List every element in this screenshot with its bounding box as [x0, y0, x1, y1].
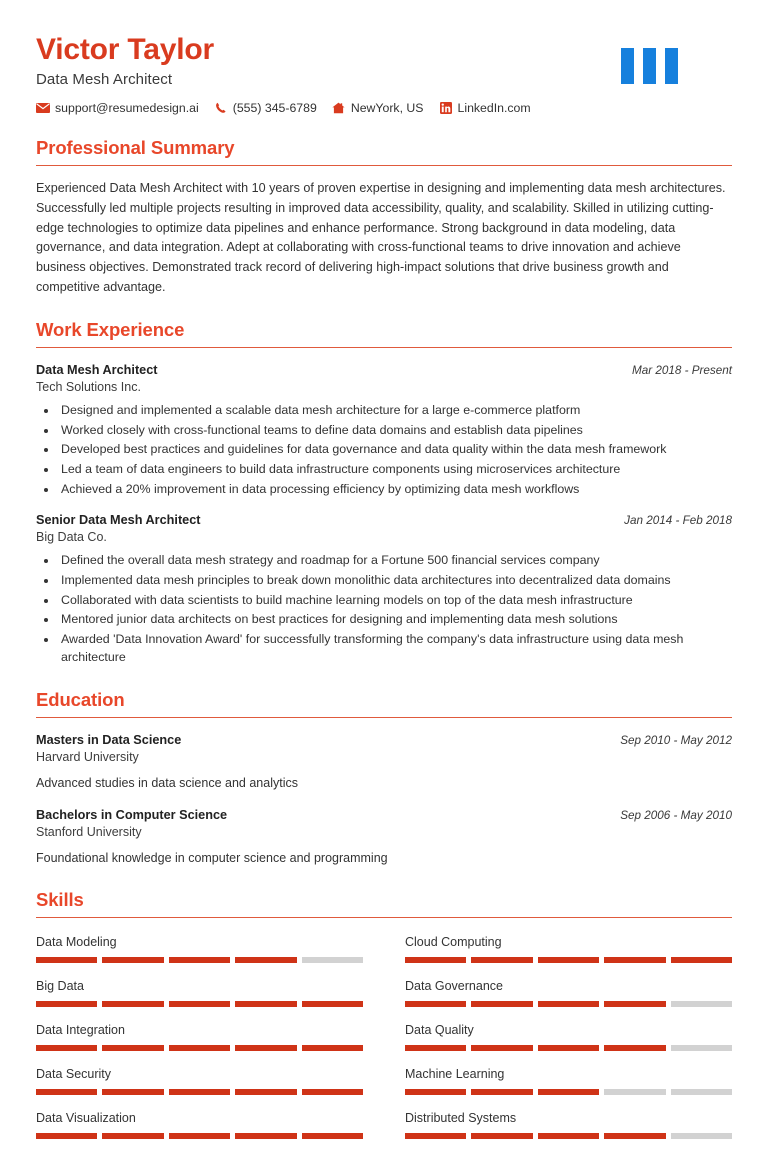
skill-level-segment	[36, 1001, 97, 1007]
experience-role: Data Mesh Architect	[36, 363, 158, 378]
skill-name: Distributed Systems	[405, 1111, 517, 1126]
skill-level-segment	[471, 1133, 532, 1139]
experience-bullets	[36, 551, 732, 667]
section-title-experience: Work Experience	[36, 319, 185, 341]
skill-level-segment	[235, 1045, 296, 1051]
section-divider	[36, 917, 732, 918]
skill-level-segment	[538, 957, 599, 963]
skill-level-segment	[671, 1001, 732, 1007]
summary-text: Experienced Data Mesh Architect with 10 years of proven expertise in designing and implementing data mesh architectures. Successfully led multiple projects resulting in improved data accessibility, quality, and scalability. Skilled in utilizing cutting-edge technologies to optimize data pipelines and enhance performance. Strong background in data modeling, data governance, and data integration. Adept at collaborating with cross-functional teams to drive innovation and achieve business objectives. Demonstrated track record of delivering high-impact solutions that drive business growth and competitive advantage.	[36, 181, 726, 294]
education-date: Sep 2010 - May 2012	[620, 733, 732, 747]
skill-level-bar	[36, 1089, 363, 1095]
skill-item	[36, 1019, 363, 1063]
skill-name: Data Visualization	[36, 1111, 136, 1126]
list-item: • Developed best practices and guidelines for data governance and data quality within the data mesh framework	[58, 440, 732, 459]
envelope-icon	[36, 102, 50, 115]
skill-name: Machine Learning	[405, 1067, 505, 1082]
phone-icon	[214, 102, 228, 115]
skill-level-segment	[671, 1089, 732, 1095]
skills-grid	[36, 931, 732, 1151]
skill-level-segment	[538, 1133, 599, 1139]
skill-level-segment	[405, 1089, 466, 1095]
skill-level-segment	[302, 957, 363, 963]
skill-item	[36, 1063, 363, 1107]
skill-level-segment	[36, 957, 97, 963]
experience-entry	[36, 363, 732, 498]
skill-level-segment	[471, 1045, 532, 1051]
list-item: • Defined the overall data mesh strategy and roadmap for a Fortune 500 financial services company	[58, 551, 732, 570]
header-identity	[36, 34, 621, 115]
skill-level-segment	[169, 1133, 230, 1139]
skill-level-bar	[36, 1045, 363, 1051]
skill-level-segment	[604, 957, 665, 963]
section-education	[36, 689, 732, 868]
skill-name: Data Governance	[405, 979, 503, 994]
contact-email[interactable]	[36, 101, 199, 115]
education-description: Advanced studies in data science and analytics	[36, 775, 298, 790]
skill-level-segment	[405, 957, 466, 963]
skill-level-segment	[671, 957, 732, 963]
list-item: • Implemented data mesh principles to break down monolithic data architectures into decentralized data domains	[58, 571, 732, 590]
skill-level-segment	[235, 1001, 296, 1007]
section-work-experience	[36, 319, 732, 667]
skill-level-segment	[36, 1089, 97, 1095]
list-item: • Awarded 'Data Innovation Award' for successfully transforming the company's data infrastructure using data mesh architecture	[58, 630, 732, 667]
education-organization: Harvard University	[36, 749, 139, 764]
contact-location-text: NewYork, US	[350, 101, 424, 116]
skill-level-segment	[302, 1001, 363, 1007]
skill-name: Big Data	[36, 979, 84, 994]
skill-level-bar	[405, 1045, 732, 1051]
resume-header	[36, 34, 732, 115]
candidate-name: Victor Taylor	[36, 33, 215, 66]
education-date: Sep 2006 - May 2010	[620, 808, 732, 822]
skill-level-segment	[405, 1001, 466, 1007]
skill-name: Data Quality	[405, 1023, 474, 1038]
list-item: • Collaborated with data scientists to build machine learning models on top of the data mesh infrastructure	[58, 591, 732, 610]
home-icon	[332, 102, 346, 115]
education-degree: Masters in Data Science	[36, 732, 182, 747]
logo-bar-3	[665, 48, 678, 84]
skill-level-segment	[235, 1089, 296, 1095]
skill-level-segment	[169, 1001, 230, 1007]
skill-name: Cloud Computing	[405, 935, 502, 950]
section-title-skills: Skills	[36, 889, 84, 911]
linkedin-icon	[439, 102, 453, 115]
skill-item	[405, 1019, 732, 1063]
skill-level-bar	[405, 1001, 732, 1007]
skill-level-segment	[102, 1089, 163, 1095]
skill-level-segment	[604, 1133, 665, 1139]
skill-name: Data Integration	[36, 1023, 125, 1038]
experience-role: Senior Data Mesh Architect	[36, 513, 201, 528]
experience-date: Jan 2014 - Feb 2018	[624, 514, 732, 528]
logo-bar-1	[621, 48, 634, 84]
candidate-job-title: Data Mesh Architect	[36, 71, 173, 89]
skill-level-segment	[471, 1001, 532, 1007]
skill-level-segment	[604, 1045, 665, 1051]
contact-phone[interactable]	[214, 101, 317, 115]
education-entry	[36, 733, 732, 793]
skill-level-segment	[302, 1089, 363, 1095]
list-item: • Worked closely with cross-functional teams to define data domains and establish data pipelines	[58, 421, 732, 440]
education-organization: Stanford University	[36, 824, 142, 839]
contact-linkedin-text: LinkedIn.com	[457, 101, 531, 116]
skill-level-segment	[169, 1089, 230, 1095]
skill-level-segment	[102, 957, 163, 963]
experience-entry-head	[36, 513, 732, 527]
skill-level-segment	[169, 1045, 230, 1051]
skill-level-segment	[604, 1001, 665, 1007]
list-item: • Led a team of data engineers to build data infrastructure components using microservices architecture	[58, 460, 732, 479]
contact-email-text: support@resumedesign.ai	[55, 101, 199, 116]
brand-logo	[621, 48, 678, 84]
experience-organization: Tech Solutions Inc.	[36, 380, 141, 395]
list-item: • Designed and implemented a scalable data mesh architecture for a large e-commerce platform	[58, 401, 732, 420]
education-entry-head	[36, 733, 732, 747]
experience-date: Mar 2018 - Present	[631, 364, 732, 378]
skill-level-segment	[302, 1133, 363, 1139]
contact-row	[36, 101, 621, 115]
skill-level-segment	[102, 1045, 163, 1051]
skill-level-bar	[36, 957, 363, 963]
skill-level-bar	[405, 1089, 732, 1095]
education-entry-head	[36, 808, 732, 822]
skill-level-segment	[36, 1133, 97, 1139]
skill-item	[405, 931, 732, 975]
skill-level-bar	[405, 957, 732, 963]
education-entry	[36, 808, 732, 868]
education-description: Foundational knowledge in computer science and programming	[36, 850, 388, 865]
skill-level-segment	[169, 957, 230, 963]
section-divider	[36, 347, 732, 348]
section-skills	[36, 889, 732, 1151]
skill-level-bar	[36, 1133, 363, 1139]
contact-location[interactable]	[332, 101, 424, 115]
skill-level-segment	[671, 1045, 732, 1051]
skill-level-segment	[538, 1045, 599, 1051]
skill-level-segment	[235, 1133, 296, 1139]
skill-item	[36, 931, 363, 975]
section-divider	[36, 165, 732, 166]
skill-name: Data Security	[36, 1067, 112, 1082]
skill-level-segment	[471, 957, 532, 963]
skill-level-segment	[36, 1045, 97, 1051]
logo-bar-2	[643, 48, 656, 84]
skill-level-segment	[538, 1089, 599, 1095]
section-professional-summary	[36, 137, 732, 297]
experience-organization: Big Data Co.	[36, 530, 107, 545]
skill-level-segment	[604, 1089, 665, 1095]
contact-phone-text: (555) 345-6789	[232, 101, 317, 116]
skill-item	[36, 1107, 363, 1151]
skill-level-segment	[405, 1133, 466, 1139]
experience-entry	[36, 513, 732, 667]
skill-level-bar	[405, 1133, 732, 1139]
list-item: • Mentored junior data architects on best practices for designing and implementing data mesh solutions	[58, 610, 732, 629]
section-title-summary: Professional Summary	[36, 137, 235, 159]
list-item: • Achieved a 20% improvement in data processing efficiency by optimizing data mesh workflows	[58, 480, 732, 499]
skill-level-segment	[405, 1045, 466, 1051]
section-divider	[36, 717, 732, 718]
skill-level-segment	[235, 957, 296, 963]
skill-level-segment	[671, 1133, 732, 1139]
skill-level-segment	[302, 1045, 363, 1051]
skill-level-segment	[471, 1089, 532, 1095]
experience-entry-head	[36, 363, 732, 377]
skill-name: Data Modeling	[36, 935, 117, 950]
contact-linkedin[interactable]	[439, 101, 531, 115]
skill-item	[36, 975, 363, 1019]
skill-level-bar	[36, 1001, 363, 1007]
skill-level-segment	[538, 1001, 599, 1007]
skill-item	[405, 1063, 732, 1107]
section-title-education: Education	[36, 688, 125, 710]
skill-item	[405, 975, 732, 1019]
skill-level-segment	[102, 1001, 163, 1007]
skill-level-segment	[102, 1133, 163, 1139]
skill-item	[405, 1107, 732, 1151]
education-degree: Bachelors in Computer Science	[36, 807, 228, 822]
experience-bullets	[36, 401, 732, 498]
